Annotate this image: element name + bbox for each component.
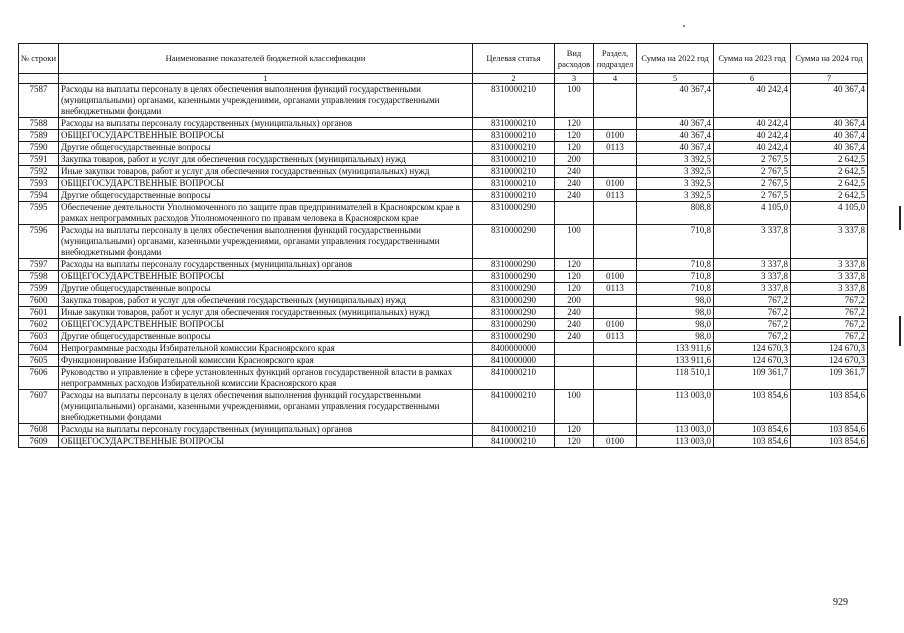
page-number: 929 bbox=[833, 597, 848, 608]
sum-2022-cell: 710,8 bbox=[637, 225, 714, 259]
row-number-cell: 7599 bbox=[19, 283, 59, 295]
indicator-name-cell: Другие общегосударственные вопросы bbox=[59, 190, 473, 202]
budget-table bbox=[18, 43, 868, 448]
table-body bbox=[19, 84, 868, 448]
expense-type-cell: 120 bbox=[555, 436, 594, 448]
sum-2023-cell: 40 242,4 bbox=[714, 130, 791, 142]
indicator-name-cell: ОБЩЕГОСУДАРСТВЕННЫЕ ВОПРОСЫ bbox=[59, 271, 473, 283]
row-number-cell: 7607 bbox=[19, 390, 59, 424]
indicator-name-cell: Другие общегосударственные вопросы bbox=[59, 283, 473, 295]
target-article-cell: 8310000290 bbox=[473, 271, 555, 283]
target-article-cell: 8310000210 bbox=[473, 190, 555, 202]
target-article-cell: 8310000210 bbox=[473, 142, 555, 154]
indicator-name-cell: ОБЩЕГОСУДАРСТВЕННЫЕ ВОПРОСЫ bbox=[59, 130, 473, 142]
expense-type-cell: 100 bbox=[555, 225, 594, 259]
indicator-name-cell: Другие общегосударственные вопросы bbox=[59, 331, 473, 343]
sum-2022-cell: 808,8 bbox=[637, 202, 714, 225]
target-article-cell: 8310000290 bbox=[473, 259, 555, 271]
table-row bbox=[19, 178, 868, 190]
sum-2022-cell: 40 367,4 bbox=[637, 84, 714, 118]
expense-type-cell bbox=[555, 355, 594, 367]
indicator-name-cell: Функционирование Избирательной комиссии Красноярского края bbox=[59, 355, 473, 367]
header-sum-2023: Сумма на 2023 год bbox=[714, 44, 791, 74]
section-cell bbox=[594, 225, 637, 259]
row-number-cell: 7588 bbox=[19, 118, 59, 130]
sum-2024-cell: 40 367,4 bbox=[791, 84, 868, 118]
header-sum-2024: Сумма на 2024 год bbox=[791, 44, 868, 74]
expense-type-cell bbox=[555, 367, 594, 390]
target-article-cell: 8410000000 bbox=[473, 355, 555, 367]
table-row bbox=[19, 202, 868, 225]
header-expense-type: Вид расходов bbox=[555, 44, 594, 74]
sum-2023-cell: 124 670,3 bbox=[714, 343, 791, 355]
expense-type-cell bbox=[555, 343, 594, 355]
table-row bbox=[19, 130, 868, 142]
sum-2023-cell: 40 242,4 bbox=[714, 142, 791, 154]
sum-2022-cell: 113 003,0 bbox=[637, 436, 714, 448]
target-article-cell: 8310000290 bbox=[473, 331, 555, 343]
target-article-cell: 8410000210 bbox=[473, 390, 555, 424]
sum-2022-cell: 133 911,6 bbox=[637, 343, 714, 355]
expense-type-cell: 120 bbox=[555, 424, 594, 436]
sum-2022-cell: 133 911,6 bbox=[637, 355, 714, 367]
expense-type-cell: 240 bbox=[555, 331, 594, 343]
section-cell bbox=[594, 154, 637, 166]
sum-2024-cell: 767,2 bbox=[791, 331, 868, 343]
row-number-cell: 7603 bbox=[19, 331, 59, 343]
sum-2023-cell: 2 767,5 bbox=[714, 154, 791, 166]
indicator-name-cell: ОБЩЕГОСУДАРСТВЕННЫЕ ВОПРОСЫ bbox=[59, 436, 473, 448]
column-number: 3 bbox=[555, 74, 594, 84]
indicator-name-cell: Расходы на выплаты персоналу в целях обеспечения выполнения функций государственными (муниципальными) органами, казенными учреждениями, органами управления государственными внебюджетными фондами bbox=[59, 225, 473, 259]
sum-2023-cell: 40 242,4 bbox=[714, 84, 791, 118]
sum-2024-cell: 2 642,5 bbox=[791, 178, 868, 190]
section-cell bbox=[594, 202, 637, 225]
row-number-cell: 7602 bbox=[19, 319, 59, 331]
table-row bbox=[19, 259, 868, 271]
sum-2023-cell: 3 337,8 bbox=[714, 225, 791, 259]
section-cell: 0113 bbox=[594, 142, 637, 154]
sum-2022-cell: 113 003,0 bbox=[637, 390, 714, 424]
expense-type-cell: 120 bbox=[555, 271, 594, 283]
section-cell bbox=[594, 295, 637, 307]
table-row bbox=[19, 331, 868, 343]
header-row-no: № строки bbox=[19, 44, 59, 74]
sum-2024-cell: 767,2 bbox=[791, 295, 868, 307]
table-row bbox=[19, 142, 868, 154]
indicator-name-cell: Расходы на выплаты персоналу государственных (муниципальных) органов bbox=[59, 259, 473, 271]
sum-2024-cell: 3 337,8 bbox=[791, 259, 868, 271]
sum-2023-cell: 103 854,6 bbox=[714, 424, 791, 436]
sum-2024-cell: 40 367,4 bbox=[791, 130, 868, 142]
column-number: 7 bbox=[791, 74, 868, 84]
table-row bbox=[19, 355, 868, 367]
sum-2022-cell: 98,0 bbox=[637, 307, 714, 319]
target-article-cell: 8310000290 bbox=[473, 319, 555, 331]
section-cell: 0100 bbox=[594, 271, 637, 283]
target-article-cell: 8410000210 bbox=[473, 367, 555, 390]
indicator-name-cell: Руководство и управление в сфере установленных функций органов государственной власти в рамках непрограммных расходов Избирательной комиссии Красноярского края bbox=[59, 367, 473, 390]
sum-2022-cell: 98,0 bbox=[637, 295, 714, 307]
sum-2022-cell: 40 367,4 bbox=[637, 118, 714, 130]
section-cell bbox=[594, 166, 637, 178]
table-row bbox=[19, 295, 868, 307]
target-article-cell: 8310000210 bbox=[473, 84, 555, 118]
sum-2022-cell: 710,8 bbox=[637, 283, 714, 295]
expense-type-cell: 240 bbox=[555, 190, 594, 202]
sum-2023-cell: 3 337,8 bbox=[714, 271, 791, 283]
sum-2024-cell: 109 361,7 bbox=[791, 367, 868, 390]
row-number-cell: 7589 bbox=[19, 130, 59, 142]
section-cell bbox=[594, 355, 637, 367]
sum-2024-cell: 40 367,4 bbox=[791, 142, 868, 154]
scan-speck bbox=[683, 25, 685, 27]
sum-2023-cell: 767,2 bbox=[714, 319, 791, 331]
indicator-name-cell: Расходы на выплаты персоналу государственных (муниципальных) органов bbox=[59, 424, 473, 436]
header-sum-2022: Сумма на 2022 год bbox=[637, 44, 714, 74]
table-row bbox=[19, 154, 868, 166]
sum-2024-cell: 2 642,5 bbox=[791, 154, 868, 166]
sum-2024-cell: 124 670,3 bbox=[791, 355, 868, 367]
table-row bbox=[19, 307, 868, 319]
section-cell bbox=[594, 424, 637, 436]
table-row bbox=[19, 283, 868, 295]
expense-type-cell: 240 bbox=[555, 166, 594, 178]
row-number-cell: 7594 bbox=[19, 190, 59, 202]
sum-2022-cell: 98,0 bbox=[637, 319, 714, 331]
scan-edge-mark bbox=[899, 206, 901, 230]
indicator-name-cell: ОБЩЕГОСУДАРСТВЕННЫЕ ВОПРОСЫ bbox=[59, 319, 473, 331]
sum-2022-cell: 40 367,4 bbox=[637, 130, 714, 142]
column-number: 2 bbox=[473, 74, 555, 84]
indicator-name-cell: Расходы на выплаты персоналу в целях обеспечения выполнения функций государственными (муниципальными) органами, казенными учреждениями, органами управления государственными внебюджетными фондами bbox=[59, 390, 473, 424]
target-article-cell: 8310000210 bbox=[473, 130, 555, 142]
indicator-name-cell: Непрограммные расходы Избирательной комиссии Красноярского края bbox=[59, 343, 473, 355]
section-cell bbox=[594, 343, 637, 355]
sum-2022-cell: 3 392,5 bbox=[637, 190, 714, 202]
sum-2023-cell: 103 854,6 bbox=[714, 390, 791, 424]
section-cell bbox=[594, 259, 637, 271]
section-cell: 0113 bbox=[594, 283, 637, 295]
table-row bbox=[19, 190, 868, 202]
target-article-cell: 8310000210 bbox=[473, 166, 555, 178]
column-number: 4 bbox=[594, 74, 637, 84]
sum-2022-cell: 710,8 bbox=[637, 259, 714, 271]
target-article-cell: 8310000290 bbox=[473, 225, 555, 259]
target-article-cell: 8310000290 bbox=[473, 307, 555, 319]
row-number-cell: 7604 bbox=[19, 343, 59, 355]
sum-2023-cell: 109 361,7 bbox=[714, 367, 791, 390]
sum-2023-cell: 767,2 bbox=[714, 307, 791, 319]
row-number-cell: 7595 bbox=[19, 202, 59, 225]
scan-edge-mark bbox=[899, 316, 901, 346]
section-cell bbox=[594, 118, 637, 130]
table-row bbox=[19, 367, 868, 390]
section-cell: 0100 bbox=[594, 319, 637, 331]
row-number-cell: 7600 bbox=[19, 295, 59, 307]
expense-type-cell: 240 bbox=[555, 307, 594, 319]
table-row bbox=[19, 225, 868, 259]
expense-type-cell: 100 bbox=[555, 84, 594, 118]
table-row bbox=[19, 166, 868, 178]
table-row bbox=[19, 118, 868, 130]
table-row bbox=[19, 84, 868, 118]
column-number: 1 bbox=[59, 74, 473, 84]
sum-2022-cell: 118 510,1 bbox=[637, 367, 714, 390]
sum-2024-cell: 103 854,6 bbox=[791, 390, 868, 424]
row-number-cell: 7601 bbox=[19, 307, 59, 319]
target-article-cell: 8310000290 bbox=[473, 283, 555, 295]
expense-type-cell: 120 bbox=[555, 259, 594, 271]
section-cell: 0100 bbox=[594, 436, 637, 448]
table-row bbox=[19, 436, 868, 448]
indicator-name-cell: Расходы на выплаты персоналу в целях обеспечения выполнения функций государственными (муниципальными) органами, казенными учреждениями, органами управления государственными внебюджетными фондами bbox=[59, 84, 473, 118]
sum-2024-cell: 767,2 bbox=[791, 307, 868, 319]
sum-2023-cell: 4 105,0 bbox=[714, 202, 791, 225]
sum-2023-cell: 2 767,5 bbox=[714, 178, 791, 190]
expense-type-cell: 120 bbox=[555, 142, 594, 154]
section-cell bbox=[594, 84, 637, 118]
target-article-cell: 8400000000 bbox=[473, 343, 555, 355]
expense-type-cell: 100 bbox=[555, 390, 594, 424]
sum-2023-cell: 767,2 bbox=[714, 295, 791, 307]
row-number-cell: 7609 bbox=[19, 436, 59, 448]
row-number-cell: 7608 bbox=[19, 424, 59, 436]
sum-2022-cell: 3 392,5 bbox=[637, 178, 714, 190]
header-row bbox=[19, 44, 868, 74]
sum-2023-cell: 40 242,4 bbox=[714, 118, 791, 130]
row-number-cell: 7590 bbox=[19, 142, 59, 154]
sum-2022-cell: 40 367,4 bbox=[637, 142, 714, 154]
section-cell: 0100 bbox=[594, 178, 637, 190]
sum-2022-cell: 113 003,0 bbox=[637, 424, 714, 436]
expense-type-cell: 120 bbox=[555, 130, 594, 142]
column-number-blank bbox=[19, 74, 59, 84]
expense-type-cell bbox=[555, 202, 594, 225]
target-article-cell: 8310000290 bbox=[473, 295, 555, 307]
indicator-name-cell: Расходы на выплаты персоналу государственных (муниципальных) органов bbox=[59, 118, 473, 130]
section-cell bbox=[594, 307, 637, 319]
sum-2024-cell: 40 367,4 bbox=[791, 118, 868, 130]
target-article-cell: 8310000210 bbox=[473, 118, 555, 130]
sum-2022-cell: 98,0 bbox=[637, 331, 714, 343]
target-article-cell: 8310000210 bbox=[473, 154, 555, 166]
sum-2023-cell: 3 337,8 bbox=[714, 283, 791, 295]
indicator-name-cell: Иные закупки товаров, работ и услуг для обеспечения государственных (муниципальных) нужд bbox=[59, 166, 473, 178]
table-row bbox=[19, 343, 868, 355]
section-cell: 0113 bbox=[594, 190, 637, 202]
row-number-cell: 7605 bbox=[19, 355, 59, 367]
row-number-cell: 7591 bbox=[19, 154, 59, 166]
sum-2022-cell: 3 392,5 bbox=[637, 154, 714, 166]
sum-2024-cell: 103 854,6 bbox=[791, 424, 868, 436]
indicator-name-cell: Другие общегосударственные вопросы bbox=[59, 142, 473, 154]
expense-type-cell: 240 bbox=[555, 319, 594, 331]
sum-2024-cell: 2 642,5 bbox=[791, 166, 868, 178]
header-name: Наименование показателей бюджетной классификации bbox=[59, 44, 473, 74]
expense-type-cell: 200 bbox=[555, 154, 594, 166]
row-number-cell: 7606 bbox=[19, 367, 59, 390]
header-target: Целевая статья bbox=[473, 44, 555, 74]
column-number-row bbox=[19, 74, 868, 84]
table-row bbox=[19, 319, 868, 331]
target-article-cell: 8410000210 bbox=[473, 424, 555, 436]
expense-type-cell: 120 bbox=[555, 283, 594, 295]
indicator-name-cell: Обеспечение деятельности Уполномоченного по защите прав предпринимателей в Красноярском крае в рамках непрограммных расходов Уполномоченного по правам человека в Красноярском крае bbox=[59, 202, 473, 225]
sum-2023-cell: 3 337,8 bbox=[714, 259, 791, 271]
indicator-name-cell: Закупка товаров, работ и услуг для обеспечения государственных (муниципальных) нужд bbox=[59, 295, 473, 307]
indicator-name-cell: ОБЩЕГОСУДАРСТВЕННЫЕ ВОПРОСЫ bbox=[59, 178, 473, 190]
row-number-cell: 7587 bbox=[19, 84, 59, 118]
sum-2024-cell: 3 337,8 bbox=[791, 225, 868, 259]
target-article-cell: 8410000210 bbox=[473, 436, 555, 448]
sum-2023-cell: 2 767,5 bbox=[714, 190, 791, 202]
sum-2023-cell: 124 670,3 bbox=[714, 355, 791, 367]
sum-2023-cell: 2 767,5 bbox=[714, 166, 791, 178]
section-cell: 0113 bbox=[594, 331, 637, 343]
sum-2024-cell: 103 854,6 bbox=[791, 436, 868, 448]
sum-2022-cell: 710,8 bbox=[637, 271, 714, 283]
row-number-cell: 7592 bbox=[19, 166, 59, 178]
sum-2023-cell: 103 854,6 bbox=[714, 436, 791, 448]
indicator-name-cell: Иные закупки товаров, работ и услуг для обеспечения государственных (муниципальных) нужд bbox=[59, 307, 473, 319]
sum-2024-cell: 4 105,0 bbox=[791, 202, 868, 225]
section-cell bbox=[594, 390, 637, 424]
target-article-cell: 8310000210 bbox=[473, 178, 555, 190]
table-row bbox=[19, 390, 868, 424]
row-number-cell: 7598 bbox=[19, 271, 59, 283]
sum-2024-cell: 3 337,8 bbox=[791, 283, 868, 295]
column-number: 6 bbox=[714, 74, 791, 84]
indicator-name-cell: Закупка товаров, работ и услуг для обеспечения государственных (муниципальных) нужд bbox=[59, 154, 473, 166]
sum-2024-cell: 767,2 bbox=[791, 319, 868, 331]
row-number-cell: 7597 bbox=[19, 259, 59, 271]
section-cell bbox=[594, 367, 637, 390]
table-row bbox=[19, 271, 868, 283]
section-cell: 0100 bbox=[594, 130, 637, 142]
expense-type-cell: 240 bbox=[555, 178, 594, 190]
sum-2024-cell: 2 642,5 bbox=[791, 190, 868, 202]
sum-2024-cell: 3 337,8 bbox=[791, 271, 868, 283]
sum-2023-cell: 767,2 bbox=[714, 331, 791, 343]
sum-2022-cell: 3 392,5 bbox=[637, 166, 714, 178]
table-row bbox=[19, 424, 868, 436]
header-section: Раздел, подраздел bbox=[594, 44, 637, 74]
expense-type-cell: 120 bbox=[555, 118, 594, 130]
target-article-cell: 8310000290 bbox=[473, 202, 555, 225]
expense-type-cell: 200 bbox=[555, 295, 594, 307]
sum-2024-cell: 124 670,3 bbox=[791, 343, 868, 355]
column-number: 5 bbox=[637, 74, 714, 84]
row-number-cell: 7593 bbox=[19, 178, 59, 190]
row-number-cell: 7596 bbox=[19, 225, 59, 259]
